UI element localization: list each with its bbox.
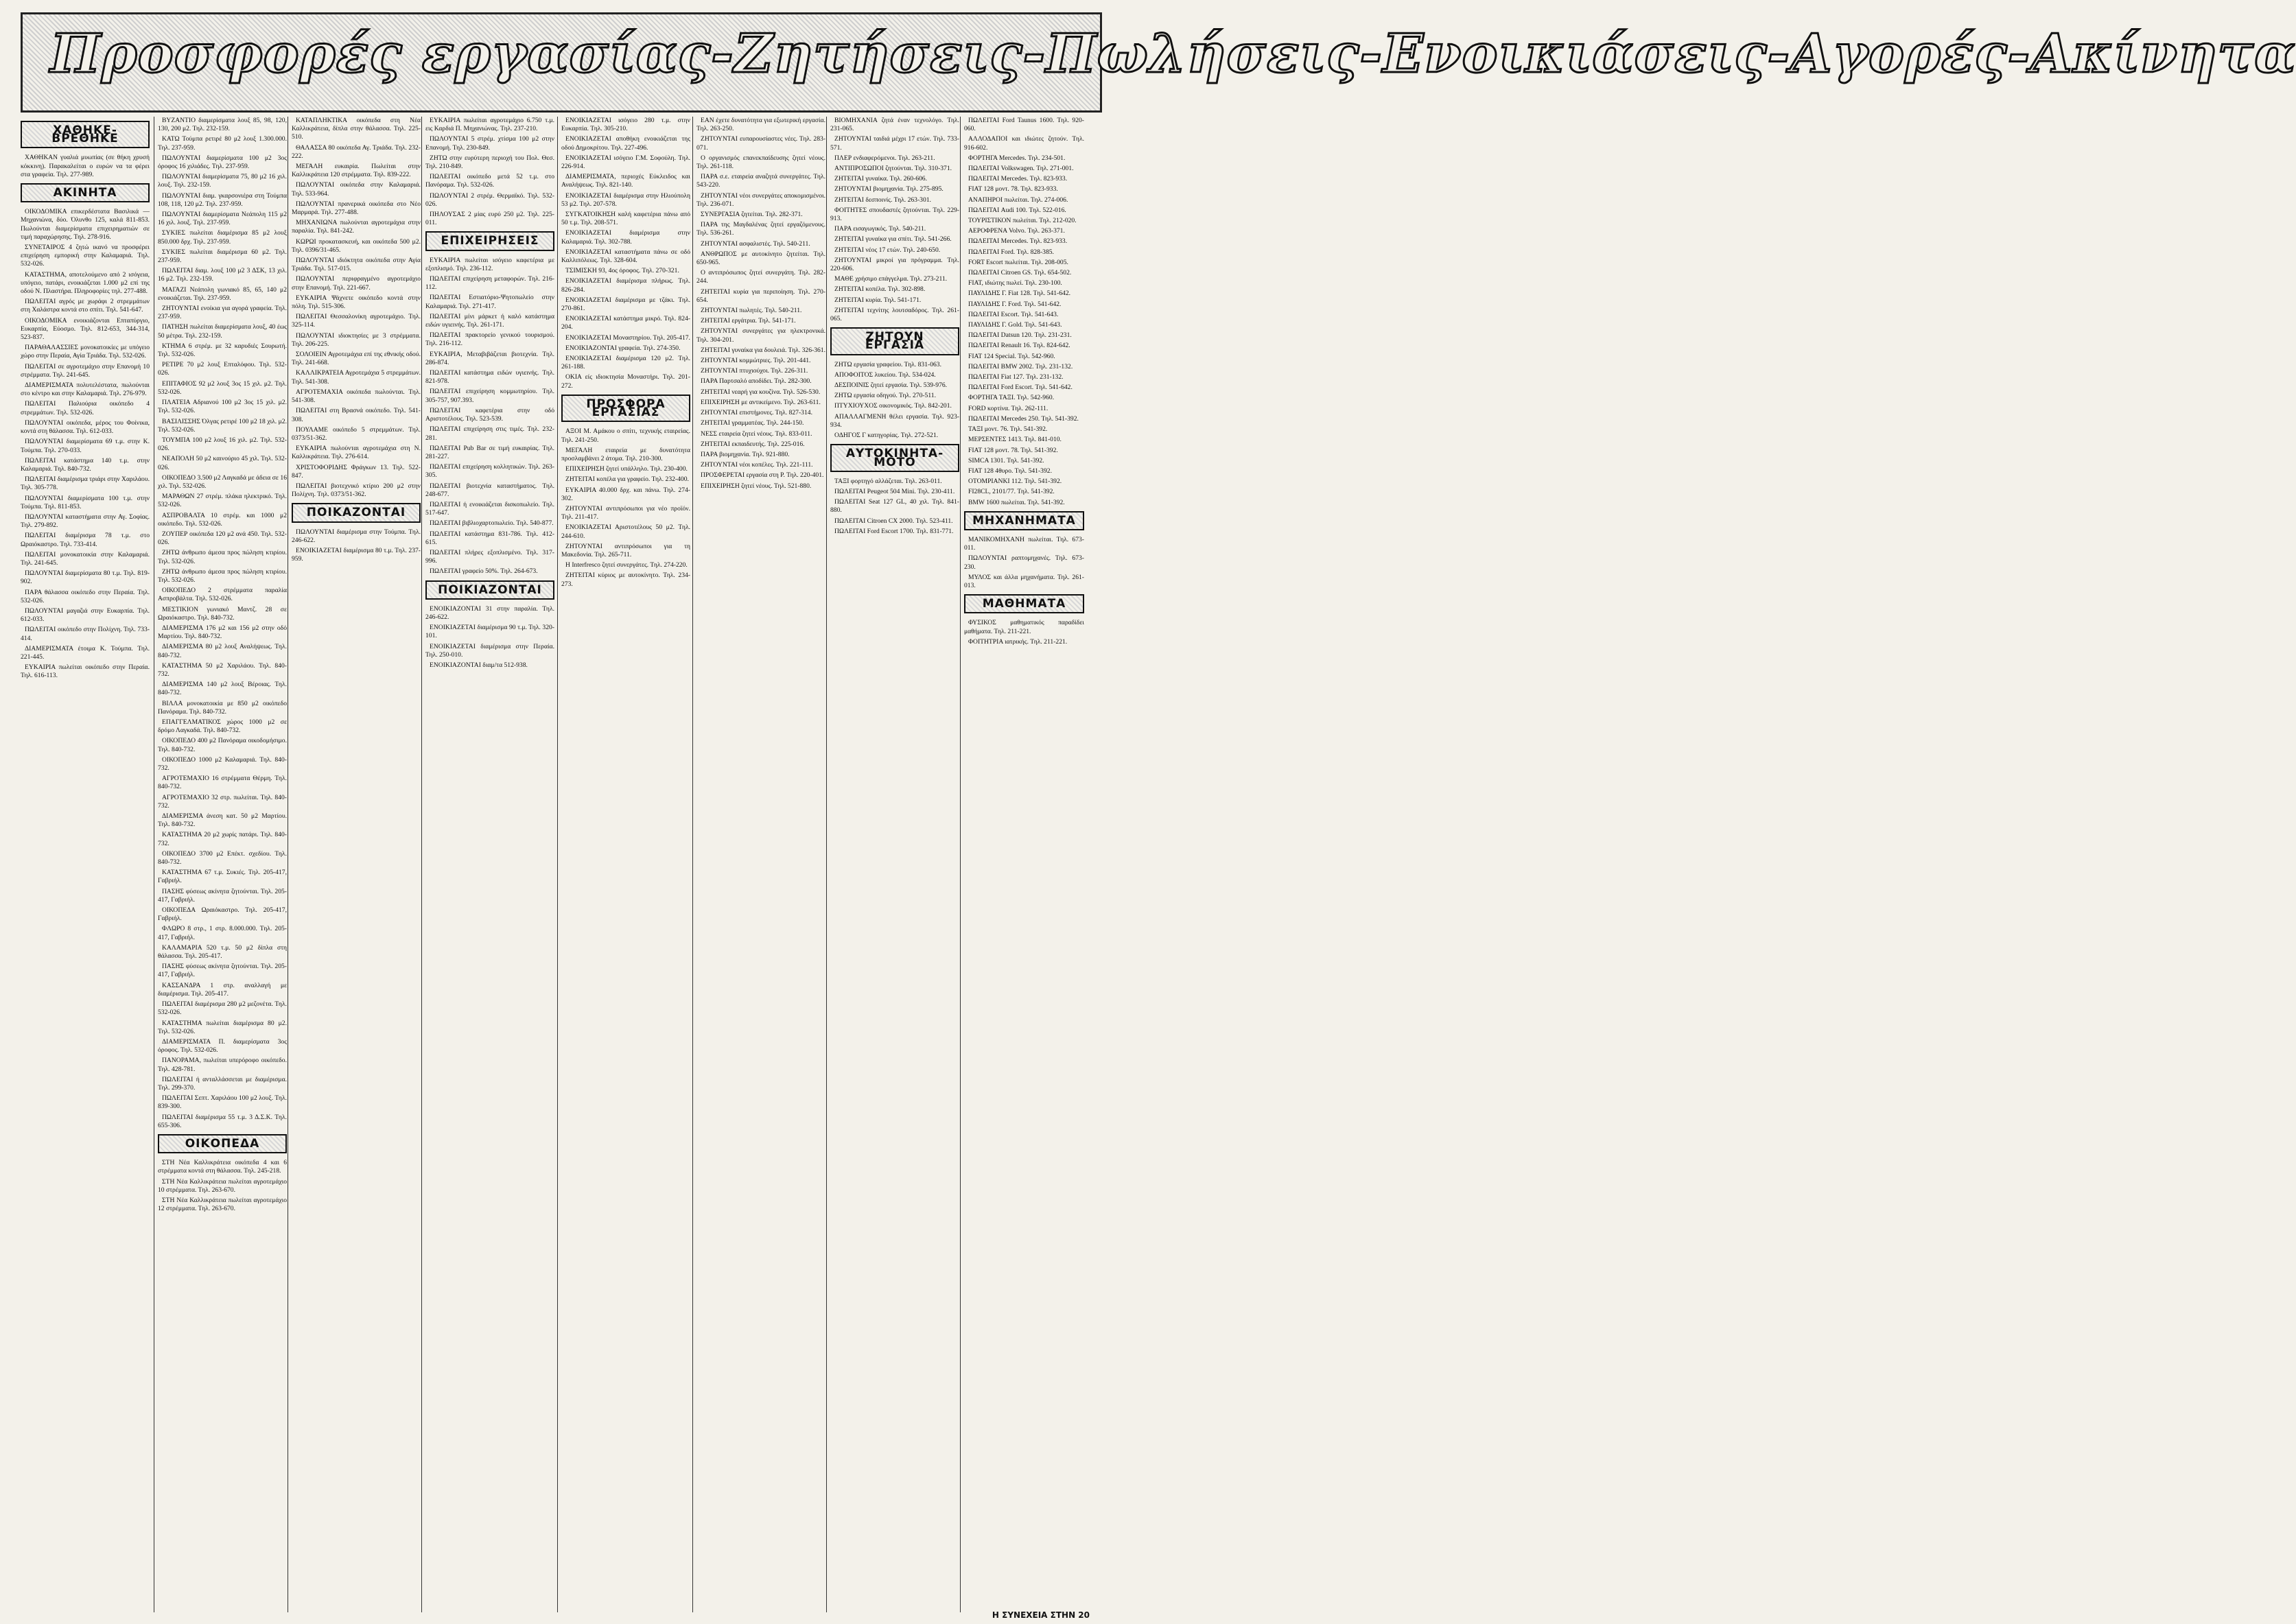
classified-ad: ΠΩΛΟΥΝΤΑΙ διαμ. γκαρσονιέρα στη Τούμπα 108, 118, 120 μ2. Τηλ. 237-959. (158, 191, 287, 208)
classified-ad: ΜΑΓΑΖΙ Νεάπολη γωνιακό 85, 65, 140 μ2 ενοικιάζεται. Τηλ. 237-959. (158, 285, 287, 302)
classified-ad: ΖΗΤΟΥΝΤΑΙ αντιπρόσωποι για τη Μακεδονία. Τηλ. 265-711. (561, 542, 690, 558)
classified-ad: ΖΗΤΟΥΝΤΑΙ νέοι κοπέλες. Τηλ. 221-111. (701, 461, 813, 469)
classified-ad: ΣΥΝΕΤΑΙΡΟΣ 4 ζητώ ικανό να προσφέρει επιχείρηση εμπορική στην Καλαμαριά. Τηλ. 532-026. (21, 244, 150, 268)
classified-ad: ΠΩΛΕΙΤΑΙ οικόπεδο μετά 52 τ.μ. στο Πανόραμα. Τηλ. 532-026. (425, 173, 554, 189)
classified-ad: ΕΝΟΙΚΙΑΖΕΤΑΙ διαμέρισμα στην Ηλιούπολη 53 μ2. Τηλ. 207-578. (561, 191, 690, 208)
classified-ad: ΕΠΑΓΓΕΛΜΑΤΙΚΟΣ χώρος 1000 μ2 σε δρόμο Λαγκαδά. Τηλ. 840-732. (158, 718, 287, 735)
classified-ad: ΔΙΑΜΕΡΙΣΜΑ 140 μ2 λουξ Βέροιας. Τηλ. 840-732. (158, 681, 287, 697)
classified-ad: ΕΝΟΙΚΙΑΖΕΤΑΙ καταστήματα πάνω σε οδό Καλλιπόλεως. Τηλ. 328-604. (561, 248, 690, 265)
classified-ad: ΚΤΗΜΑ 6 στρέμ. με 32 καρυδιές Σουρωτή. Τηλ. 532-026. (158, 342, 287, 359)
classified-ad: ΕΝΟΙΚΙΑΖΟΝΤΑΙ διαμ/τα 512-938. (430, 661, 528, 669)
classified-ad: Ο οργανισμός επανεκπαίδευσης ζητεί νέους. Τηλ. 261-118. (696, 154, 825, 171)
classified-ad: ΤΣΙΜΙΣΚΗ 93, 4ος όροφος. Τηλ. 270-321. (565, 267, 679, 275)
classified-ad: ΜΑΡΑΘΩΝ 27 στρέμ. πλάκα ηλεκτρικό. Τηλ. 532-026. (158, 493, 287, 509)
classified-ad: ΕΝΟΙΚΙΑΖΕΤΑΙ διαμέρισμα 120 μ2. Τηλ. 261-188. (561, 355, 690, 371)
classified-ad: ΠΩΛΟΥΝΤΑΙ οικόπεδα στην Καλαμαριά. Τηλ. 533-964. (292, 181, 421, 198)
classified-ad: ΠΩΛΕΙΤΑΙ βιοτεχνικό κτίριο 200 μ2 στην Πολίχνη. Τηλ. 0373/51-362. (292, 482, 421, 499)
section-heading: ΠΡΟΣΦΟΡΑ ΕΡΓΑΣΙΑΣ (561, 395, 690, 422)
classified-ad: ΟΚΙΑ είς ιδιοκτησία Μοναστήρι. Τηλ. 201-272. (561, 373, 690, 390)
classified-ad: ΟΙΚΟΠΕΔΟ 1000 μ2 Καλαμαριά. Τηλ. 840-732. (158, 755, 287, 773)
column-divider (557, 117, 558, 1612)
classified-ad: ΠΩΛΕΙΤΑΙ διαμέρισμα τριάρι στην Χαριλάου. Τηλ. 305-778. (21, 475, 150, 492)
classified-ad: Ο αντιπρόσωπος ζητεί συνεργάτη. Τηλ. 282-244. (696, 269, 825, 285)
classified-ad: ΕΝΟΙΚΙΑΖΕΤΑΙ διαμέρισμα 90 τ.μ. Τηλ. 320-101. (425, 624, 554, 640)
column-5 (561, 117, 690, 1612)
classified-ad: ΠΩΛΕΙΤΑΙ μίνι μάρκετ ή καλό κατάστημα ειδών υγιεινής. Τηλ. 261-171. (425, 312, 554, 329)
classified-ad: ΠΩΛΕΙΤΑΙ Datsun 120. Τηλ. 231-231. (968, 331, 1072, 340)
classified-ad: ΠΩΛΟΥΝΤΑΙ διαμερίσματα 100 τ.μ. στην Τούμπα. Τηλ. 811-853. (21, 494, 150, 510)
classified-ad: ΠΩΛΟΥΝΤΑΙ διαμερίσματα 69 τ.μ. στην Κ. Τούμπα. Τηλ. 270-033. (21, 438, 150, 454)
classified-ad: ΕΝΟΙΚΙΑΖΕΤΑΙ κατάστημα μικρό. Τηλ. 824-204. (561, 315, 690, 331)
classified-ad: ΚΑΤΑΠΛΗΚΤΙΚΑ οικόπεδα στη Νέα Καλλικράτεια, δίπλα στην θάλασσα. Τηλ. 225-510. (292, 117, 421, 141)
classified-ad: ΖΗΤΟΥΝΤΑΙ ενοίκια για αγορά γραφεία. Τηλ. 237-959. (158, 305, 287, 321)
classified-ad: ΤΑΞΙ φορτηγό αλλάζεται. Τηλ. 263-011. (834, 477, 942, 485)
classified-ad: ΠΩΛΕΙΤΑΙ Παλιούρια οικόπεδο 4 στρεμμάτων. Τηλ. 532-026. (21, 400, 150, 416)
classified-ad: ΠΩΛΕΙΤΑΙ διαμέρισμα 55 τ.μ. 3 Δ.Σ.Κ. Τηλ. 655-306. (158, 1113, 287, 1129)
classified-ad: ΠΛΕΡ ενδιαφερόμενοι. Τηλ. 263-211. (834, 154, 935, 162)
classified-ad: ΠΩΛΟΥΝΤΑΙ διαμερίσματα 80 τ.μ. Τηλ. 819-902. (21, 569, 150, 586)
classified-ad: ΠΩΛΕΙΤΑΙ επιχείρηση κομμωτηρίου. Τηλ. 305-757, 907.393. (425, 388, 554, 404)
page-title: Προσφορές εργασίας-Ζητήσεις-Πωλήσεις-Ενοικιάσεις-Αγορές-Ακίνητα (50, 23, 2296, 85)
continuation-note: Η ΣΥΝΕΧΕΙΑ ΣΤΗΝ 20 (992, 1610, 1090, 1620)
classified-ad: ΚΑΤΑΣΤΗΜΑ πωλείται διαμέρισμα 80 μ2. Τηλ. 532-026. (158, 1019, 287, 1035)
classified-ad: ΜΕΡΣΕΝΤΕΣ 1413. Τηλ. 841-010. (968, 436, 1062, 444)
classified-ad: ΖΗΤΕΙΤΑΙ εκπαιδευτής. Τηλ. 225-016. (701, 440, 805, 448)
classified-ad: ΕΑΝ έχετε δυνατότητα για εξωτερική εργασία. Τηλ. 263-250. (696, 117, 825, 133)
classified-ad: ΜΑΘΕ χρήσιμο επάγγελμα. Τηλ. 273-211. (834, 275, 948, 283)
column-2 (158, 117, 287, 1612)
classified-ad: ΖΗΤΕΙΤΑΙ γυναίκα για δουλειά. Τηλ. 326-361. (701, 346, 825, 354)
column-divider (960, 117, 961, 1612)
classified-ad: ΠΩΛΕΙΤΑΙ Escort. Τηλ. 541-643. (968, 310, 1059, 318)
classified-ad: ΔΙΑΜΕΡΙΣΜΑΤΑ Π. διαμερίσματα 3ος όροφος. Τηλ. 532-026. (158, 1037, 287, 1055)
classified-ad: ΠΩΛΕΙΤΑΙ Citroen GS. Τηλ. 654-502. (968, 269, 1072, 277)
classified-ad: ΑΝΑΠΗΡΟΙ πωλείται. Τηλ. 274-006. (968, 196, 1068, 204)
classified-ad: ΦΟΙΤΗΤΡΙΑ ιατρικής. Τηλ. 211-221. (968, 637, 1068, 646)
classified-ad: ΠΛΑΤΕΙΑ Αδριανού 100 μ2 3ος 15 χιλ. μ2. Τηλ. 532-026. (158, 399, 287, 415)
column-3 (292, 117, 421, 1612)
classified-ad: ΚΑΛΑΜΑΡΙΑ 520 τ.μ. 50 μ2 δίπλα στη θάλασσα. Τηλ. 205-417. (158, 943, 287, 961)
classified-ad: ΠΩΛΟΥΝΤΑΙ ραπτομηχανές. Τηλ. 673-230. (964, 554, 1084, 571)
classified-ad: FORD κορτίνα. Τηλ. 262-111. (968, 404, 1049, 412)
classified-ad: ΖΗΤΟΥΝΤΑΙ ασφαλιστές. Τηλ. 540-211. (701, 239, 810, 248)
classified-ad: ΟΙΚΟΠΕΔΑ Ωραιόκαστρο. Τηλ. 205-417, Γαβριήλ. (158, 906, 287, 923)
classified-ad: ΠΩΛΕΙΤΑΙ Σεπτ. Χαριλάου 100 μ2 λουξ. Τηλ. 839-300. (158, 1094, 287, 1111)
classified-ad: ΠΩΛΕΙΤΑΙ Fiat 127. Τηλ. 231-132. (968, 373, 1064, 381)
classified-ad: ΖΗΤΟΥΝΤΑΙ επιστήμονες. Τηλ. 827-314. (701, 409, 812, 417)
classified-ad: ΖΗΤΩ άνθρωπο άμεσα προς πώληση κτιρίου. Τηλ. 532-026. (158, 567, 287, 584)
classified-ad: ΠΩΛΟΥΝΤΑΙ διαμέρισμα στην Τούμπα. Τηλ. 246-622. (292, 528, 421, 544)
section-heading: ΖΗΤΟΥΝ ΕΡΓΑΣΙΑ (830, 327, 959, 355)
classified-ad: ΣΤΗ Νέα Καλλικράτεια πωλείται αγροτεμάχιο 12 στρέμματα. Τηλ. 263-670. (158, 1196, 287, 1213)
classified-ad: ΠΩΛΕΙΤΑΙ οικόπεδο στην Πολίχνη. Τηλ. 733-414. (21, 626, 150, 642)
classified-ad: ΠΑΣΗΣ φύσεως ακίνητα ζητούνται. Τηλ. 205-417, Γαβριήλ. (158, 963, 287, 979)
classified-ad: ΕΠΙΧΕΙΡΗΣΗ με αντικείμενο. Τηλ. 263-611. (701, 398, 821, 406)
classified-ad: ΤΑΞΙ μοντ. 76. Τηλ. 541-392. (968, 425, 1048, 434)
classified-ad: FIAT 128 μοντ. 78. Τηλ. 823-933. (968, 185, 1058, 193)
classified-ad: ΑΓΡΟΤΕΜΑΧΙΟ 32 στρ. πωλείται. Τηλ. 840-732. (158, 793, 287, 810)
classified-ad: ΖΗΤΕΙΤΑΙ κυρία για περιποίηση. Τηλ. 270-654. (696, 287, 825, 304)
classified-ad: ΚΑΤΑΣΤΗΜΑ 50 μ2 Χαριλάου. Τηλ. 840-732. (158, 661, 287, 678)
classified-ad: ΖΗΤΟΥΝΤΑΙ νέοι συνεργάτες αποκομισμένοι. Τηλ. 236-071. (696, 191, 825, 208)
classified-ad: ΜΕΓΑΛΗ εταιρεία με δυνατότητα προσλαμβάνει 2 άτομα. Τηλ. 210-300. (561, 446, 690, 462)
classified-ad: ΠΩΛΕΙΤΑΙ Mercedes. Τηλ. 823-933. (968, 175, 1068, 183)
classified-ad: ΠΩΛΕΙΤΑΙ επιχείρηση κολλητικών. Τηλ. 263-305. (425, 463, 554, 480)
classified-ad: ΖΗΤΕΙΤΑΙ γυναίκα για σπίτι. Τηλ. 541-266. (834, 235, 952, 244)
classified-ad: ΠΩΛΕΙΤΑΙ κατάστημα ειδών υγιεινής. Τηλ. 821-978. (425, 369, 554, 386)
classified-ad: ΕΥΚΑΙΡΙΑ πωλείται ισόγειο καφετέρια με εξοπλισμό. Τηλ. 236-112. (425, 256, 554, 272)
classified-ad: ΖΗΤΕΙΤΑΙ νέος 17 ετών. Τηλ. 240-650. (834, 246, 941, 254)
classified-ad: ΠΩΛΕΙΤΑΙ BMW 2002. Τηλ. 231-132. (968, 362, 1073, 370)
classified-ad: ΤΟΥΜΠΑ 100 μ2 λουξ 16 χιλ. μ2. Τηλ. 532-026. (158, 436, 287, 453)
classified-ad: ΕΥΚΑΙΡΙΑ πωλούνται αγροτεμάχια στη Ν. Καλλικράτεια. Τηλ. 276-614. (292, 445, 421, 461)
classified-ad: ΒΥΖΑΝΤΙΟ διαμερίσματα λουξ 85, 98, 120, 130, 200 μ2. Τηλ. 232-159. (158, 117, 287, 133)
classified-ad: ΖΗΤΩ εργασία οδηγού. Τηλ. 270-511. (834, 392, 936, 400)
classified-ad: ΑΣΠΡΟΒΑΛΤΑ 10 στρέμ. και 1000 μ2 οικόπεδο. Τηλ. 532-026. (158, 511, 287, 528)
classified-ad: ΠΩΛΕΙΤΑΙ ή ενοικιάζεται δισκοπωλείο. Τηλ. 517-647. (425, 500, 554, 517)
classified-ad: ΖΗΤΕΙΤΑΙ νεαρή για κουζίνα. Τηλ. 526-530. (701, 388, 821, 396)
classified-ad: ΠΩΛΟΥΝΤΑΙ διαμερίσματα 75, 80 μ2 16 χιλ. λουξ. Τηλ. 232-159. (158, 173, 287, 189)
classified-ad: ΖΗΤΕΙΤΑΙ εργάτρια. Τηλ. 541-171. (701, 317, 796, 325)
classified-ad: ΦΟΡΤΗΓΑ ΤΑΞΙ. Τηλ. 542-960. (968, 394, 1055, 402)
classified-ad: ΠΩΛΕΙΤΑΙ Ford Escort. Τηλ. 541-642. (968, 384, 1073, 392)
page-banner (21, 12, 2296, 113)
classified-ad: ΝΕΣΣ εταιρεία ζητεί νέους. Τηλ. 833-011. (701, 429, 812, 438)
classified-ad: ΟΙΚΟΠΕΔΟ 2 στρέμματα παραλία Ασπροβάλτα. Τηλ. 532-026. (158, 587, 287, 603)
classified-ad: ΝΕΑΠΟΛΗ 50 μ2 καινούριο 45 χιλ. Τηλ. 532-026. (158, 455, 287, 471)
classified-ad: ΣΤΗ Νέα Καλλικράτεια πωλείται αγροτεμάχιο 10 στρέμματα. Τηλ. 263-670. (158, 1177, 287, 1194)
classified-ad: ΔΙΑΜΕΡΙΣΜΑ 176 μ2 και 156 μ2 στην οδό Μαρτίου. Τηλ. 840-732. (158, 624, 287, 641)
classified-ad: ΕΝΟΙΚΙΑΖΕΤΑΙ ισόγειο Γ.Μ. Σοφούλη. Τηλ. 226-914. (561, 154, 690, 171)
classified-ad: ΣΥΓΚΑΤΟΙΚΗΣΗ καλή καφετέρια πάνω από 50 τ.μ. Τηλ. 208-571. (561, 211, 690, 227)
classified-ad: ΠΡΟΣΦΕΡΕΤΑΙ εργασία στη Ρ. Τηλ. 220-401. (701, 471, 824, 480)
classified-ad: ΖΗΤΕΙΤΑΙ κυρία. Τηλ. 541-171. (834, 296, 922, 304)
classified-ad: ΠΩΛΕΙΤΑΙ καφετέρια στην οδό Αριστοτέλους. Τηλ. 523-539. (425, 406, 554, 423)
classified-ad: ΠΟΥΛΑΜΕ οικόπεδο 5 στρεμμάτων. Τηλ. 0373/51-362. (292, 425, 421, 442)
column-1 (21, 117, 150, 1612)
classified-ad: ΕΝΟΙΚΙΑΖΕΤΑΙ διαμέρισμα πλήρως. Τηλ. 826-284. (561, 277, 690, 294)
column-7 (830, 117, 959, 1612)
classified-ad: ΠΩΛΕΙΤΑΙ Peugeot 504 Mini. Τηλ. 230-411. (834, 487, 955, 495)
classified-ad: ΠΑΡΑ εισαγωγικός. Τηλ. 540-211. (834, 225, 926, 233)
classified-ad: ΔΙΑΜΕΡΙΣΜΑ άνεση κατ. 50 μ2 Μαρτίου. Τηλ. 840-732. (158, 812, 287, 829)
classified-ad: ΕΝΟΙΚΙΑΖΟΝΤΑΙ γραφεία. Τηλ. 274-350. (565, 344, 681, 352)
classified-ad: ΕΝΟΙΚΙΑΖΟΝΤΑΙ 31 στην παραλία. Τηλ. 246-622. (425, 604, 554, 621)
classified-ad: ΑΠΑΛΛΑΓΜΕΝΗ θέλει εργασία. Τηλ. 923-934. (830, 412, 959, 429)
classified-ad: ΚΑΛΛΙΚΡΑΤΕΙΑ Αγροτεμάχια 5 στρεμμάτων. Τηλ. 541-308. (292, 369, 421, 386)
section-heading: ΑΚΙΝΗΤΑ (21, 183, 150, 202)
classified-ad: ΖΗΤΟΥΝΤΑΙ πωλητές. Τηλ. 540-211. (701, 307, 802, 315)
classified-ad: ΕΥΚΑΙΡΙΑ πωλείται αγροτεμάχιο 6.750 τ.μ. εις Καρδιά Π. Μηχανιώνας. Τηλ. 237-210. (425, 117, 554, 133)
classified-ad: ΟΔΗΓΟΣ Γ κατηγορίας. Τηλ. 272-521. (834, 432, 939, 440)
classified-ad: ΠΩΛΟΥΝΤΑΙ πρανερικά οικόπεδα στο Νέο Μαρμαρά. Τηλ. 277-488. (292, 200, 421, 217)
classified-ad: ΠΑΡΑ βιομηχανία. Τηλ. 921-880. (701, 450, 790, 458)
classifieds-columns (21, 117, 1091, 1612)
classified-ad: ΠΩΛΕΙΤΑΙ στη Βρασνά οικόπεδο. Τηλ. 541-308. (292, 407, 421, 423)
classified-ad: ΑΓΡΟΤΕΜΑΧΙΑ οικόπεδα πωλούνται. Τηλ. 541-308. (292, 388, 421, 405)
classified-ad: ΕΝΟΙΚΙΑΖΕΤΑΙ Αριστοτέλους 50 μ2. Τηλ. 244-610. (561, 523, 690, 540)
classified-ad: ΟΙΚΟΠΕΔΟ 3.500 μ2 Λαγκαδά με άδεια σε 16 χιλ. Τηλ. 532-026. (158, 473, 287, 490)
classified-ad: FI28CL, 2101/77. Τηλ. 541-392. (968, 488, 1055, 496)
classified-ad: ΠΩΛΟΥΝΤΑΙ 5 στρέμ. χτίσμα 100 μ2 στην Επανομή. Τηλ. 230-849. (425, 135, 554, 152)
column-divider (826, 117, 827, 1612)
classified-ad: ΠΑΡΑ Παρτσαλό αποδίδει. Τηλ. 282-300. (701, 377, 812, 386)
section-heading: ΕΠΙΧΕΙΡΗΣΕΙΣ (425, 231, 554, 250)
classified-ad: ΠΩΛΕΙΤΑΙ ή ανταλλάσσεται με διαμέρισμα. Τηλ. 299-370. (158, 1075, 287, 1092)
section-heading: ΧΑΘΗΚΕ-ΒΡΕΘΗΚΕ (21, 121, 150, 148)
classified-ad: ΖΗΤΕΙΤΑΙ κύριος με αυτοκίνητο. Τηλ. 234-273. (561, 572, 690, 588)
classified-ad: ΠΩΛΕΙΤΑΙ επιχείρηση στις τιμές. Τηλ. 232-281. (425, 425, 554, 442)
classified-ad: ΚΑΤΑΣΤΗΜΑ 67 τ.μ. Συκιές. Τηλ. 205-417, Γαβριήλ. (158, 869, 287, 885)
classified-ad: ΖΗΤΕΙΤΑΙ δεσποινίς. Τηλ. 263-301. (834, 196, 931, 204)
classified-ad: ΣΟΛΟΙΕΙΝ Αγροτεμάχια επί της εθνικής οδού. Τηλ. 241-668. (292, 351, 421, 367)
classified-ad: ΘΑΛΑΣΣΑ 80 οικόπεδα Αγ. Τριάδα. Τηλ. 232-222. (292, 143, 421, 160)
classified-ad: ΔΕΣΠΟΙΝΙΣ ζητεί εργασία. Τηλ. 539-976. (834, 381, 948, 390)
classified-ad: ΖΗΤΟΥΝΤΑΙ βιομηχανία. Τηλ. 275-895. (834, 185, 944, 193)
classified-ad: FORT Escort πωλείται. Τηλ. 208-005. (968, 258, 1068, 266)
section-heading: ΑΥΤΟΚΙΝΗΤΑ-ΜΟΤΟ (830, 444, 959, 471)
classified-ad: ΒΙΛΛΑ μονοκατοικία με 850 μ2 οικόπεδο Πανόραμα. Τηλ. 840-732. (158, 699, 287, 716)
classified-ad: ΠΤΥΧΙΟΥΧΟΣ οικονομικός. Τηλ. 842-201. (834, 402, 952, 410)
classified-ad: ΠΩΛΕΙΤΑΙ Θεσσαλονίκη αγροτεμάχιο. Τηλ. 325-114. (292, 313, 421, 329)
classified-ad: ΣΥΝΕΡΓΑΣΙΑ ζητείται. Τηλ. 282-371. (701, 211, 803, 219)
classified-ad: ΠΩΛΕΙΤΑΙ κατάστημα 831-786. Τηλ. 412-615. (425, 530, 554, 546)
classified-ad: ΧΡΙΣΤΟΦΟΡΙΔΗΣ Φράγκων 13. Τηλ. 522-847. (292, 463, 421, 480)
classified-ad: ΚΩΡΩΙ προκατασκευή, και οικόπεδα 500 μ2. Τηλ. 0396/31-465. (292, 237, 421, 254)
classified-ad: ΖΗΤΟΥΝΤΑΙ αντιπρόσωποι για νέο προϊόν. Τηλ. 211-417. (561, 504, 690, 521)
classified-ad: ΠΩΛΕΙΤΑΙ Ford Taunus 1600. Τηλ. 920-060. (964, 117, 1084, 133)
classified-ad: ΠΩΛΕΙΤΑΙ γραφείο 50%. Τηλ. 264-673. (430, 567, 538, 576)
classified-ad: ΔΙΑΜΕΡΙΣΜΑ 80 μ2 λουξ Αναλήψεως. Τηλ. 840-732. (158, 643, 287, 659)
classified-ad: ΕΠΙΧΕΙΡΗΣΗ ζητεί νέους. Τηλ. 521-880. (701, 482, 812, 490)
classified-ad: FIAT 128 μοντ. 78. Τηλ. 541-392. (968, 446, 1058, 454)
classified-ad: ΠΩΛΕΙΤΑΙ διαμέρισμα 78 τ.μ. στο Ωραιόκαστρο. Τηλ. 733-414. (21, 532, 150, 548)
classified-ad: ΟΙΚΟΠΕΔΟ 400 μ2 Πανόραμα οικοδομήσιμο. Τηλ. 840-732. (158, 737, 287, 753)
classified-ad: ΠΩΛΕΙΤΑΙ διαμ. λουξ 100 μ2 3 ΔΣΚ, 13 χιλ. 16 μ2. Τηλ. 232-159. (158, 267, 287, 283)
classified-ad: ΜΥΛΟΣ και άλλα μηχανήματα. Τηλ. 261-013. (964, 573, 1084, 589)
classified-ad: ΜΗΧΑΝΙΩΝΑ πωλούνται αγροτεμάχια στην παραλία. Τηλ. 841-242. (292, 219, 421, 235)
classified-ad: ΟΙΚΟΔΟΜΙΚΑ ενοικιάζονται Επταπύργιο, Ευκαρπία, Εύοσμο. Τηλ. 812-653, 344-314, 523-837. (21, 316, 150, 342)
classified-ad: ΠΑΤΗΣΗ πωλείται διαμερίσματα λουξ, 40 έως 50 μέτρα. Τηλ. 232-159. (158, 323, 287, 340)
classified-ad: ΕΥΚΑΙΡΙΑ 40.000 δρχ. και πάνω. Τηλ. 274-302. (561, 486, 690, 502)
classified-ad: ΖΗΤΟΥΝΤΑΙ ταιδιά μέχρι 17 ετών. Τηλ. 733-571. (830, 135, 959, 152)
classified-ad: ΠΩΛΕΙΤΑΙ Mercedes. Τηλ. 823-933. (968, 237, 1068, 246)
classified-ad: OTOMPIANKI 112. Τηλ. 541-392. (968, 478, 1062, 486)
classified-ad: ΠΩΛΟΥΝΤΑΙ οικόπεδα, μέρος του Φοίνικα, κοντά στη θάλασσα. Τηλ. 612-033. (21, 419, 150, 436)
classified-ad: ΟΙΚΟΠΕΔΟ 3700 μ2 Επέκτ. σχεδίου. Τηλ. 840-732. (158, 849, 287, 867)
column-8 (964, 117, 1084, 1612)
classified-ad: ΠΩΛΕΙΤΑΙ Pub Bar σε τιμή ευκαιρίας. Τηλ. 281-227. (425, 444, 554, 460)
classified-ad: ΠΑΡΑ σ.ε. εταιρεία αναζητά συνεργάτες. Τηλ. 543-220. (696, 173, 825, 189)
classified-ad: ΣΥΚΙΕΣ πωλείται διαμέρισμα 85 μ2 λουξ 850.000 δρχ. Τηλ. 237-959. (158, 229, 287, 246)
classified-ad: ΠΩΛΕΙΤΑΙ Εστιατόριο-Ψητοπωλείο στην Καλαμαριά. Τηλ. 271-417. (425, 294, 554, 310)
classified-ad: ΠΩΛΕΙΤΑΙ πλήρες εξοπλισμένο. Τηλ. 317-996. (425, 548, 554, 565)
classified-ad: BMW 1600 πωλείται. Τηλ. 541-392. (968, 498, 1065, 506)
section-heading: ΟΙΚΟΠΕΔΑ (158, 1134, 287, 1153)
classified-ad: ΠΩΛΕΙΤΑΙ κατάστημα 140 τ.μ. στην Καλαμαριά. Τηλ. 840-732. (21, 456, 150, 473)
classified-ad: ΑΛΛΟΔΑΠΟΙ και ιδιώτες ζητούν. Τηλ. 916-602. (964, 135, 1084, 152)
classified-ad: ΖΗΤΩ άνθρωπο άμεσα προς πώληση κτιρίου. Τηλ. 532-026. (158, 549, 287, 565)
classified-ad: ΠΑΥΛΙΔΗΣ Γ. Fiat 128. Τηλ. 541-642. (968, 290, 1071, 298)
classified-ad: ΕΠΙΤΑΦΙΟΣ 92 μ2 λουξ 3ος 15 χιλ. μ2. Τηλ. 532-026. (158, 379, 287, 396)
classified-ad: ΖΗΤΕΙΤΑΙ κοπέλα για γραφείο. Τηλ. 232-400. (565, 475, 689, 484)
classified-ad: ΑΝΤΙΠΡΟΣΩΠΟΙ ζητούνται. Τηλ. 310-371. (834, 165, 952, 173)
classified-ad: FIAT 128 4θυρο. Τηλ. 541-392. (968, 467, 1052, 475)
classified-ad: ΠΩΛΕΙΤΑΙ Ford. Τηλ. 828-385. (968, 248, 1054, 256)
classified-ad: ΕΝΟΙΚΙΑΖΕΤΑΙ διαμέρισμα στην Καλαμαριά. Τηλ. 302-788. (561, 229, 690, 246)
classified-ad: ΣΤΗ Νέα Καλλικράτεια οικόπεδα 4 και 6 στρέμματα κοντά στη θάλασσα. Τηλ. 245-218. (158, 1159, 287, 1175)
classified-ad: ΜΕΣΤΙΚΙΟΝ γωνιακό Μαντζ. 28 σε Ωραιόκαστρο. Τηλ. 840-732. (158, 605, 287, 622)
classified-ad: SIMCA 1301. Τηλ. 541-392. (968, 456, 1044, 464)
classified-ad: ΠΗΛΟΥΣΑΣ 2 μίας ευρύ 250 μ2. Τηλ. 225-011. (425, 211, 554, 227)
column-divider (692, 117, 693, 1612)
classified-ad: ΕΥΚΑΙΡΙΑ Ψάχνετε οικόπεδο κοντά στην πόλη. Τηλ. 515-306. (292, 294, 421, 311)
classified-ad: ΖΗΤΕΙΤΑΙ κοπέλα. Τηλ. 302-898. (834, 285, 926, 294)
classified-ad: ΖΗΤΩ εργασία γραφείου. Τηλ. 831-063. (834, 360, 941, 368)
classified-ad: ΣΥΚΙΕΣ πωλείται διαμέρισμα 60 μ2. Τηλ. 237-959. (158, 248, 287, 265)
classified-ad: ΠΩΛΕΙΤΑΙ Seat 127 GL, 40 χιλ. Τηλ. 841-880. (830, 498, 959, 515)
classified-ad: ΠΩΛΕΙΤΑΙ βιοτεχνία καταστήματος. Τηλ. 248-677. (425, 482, 554, 498)
classified-ad: ΕΠΙΧΕΙΡΗΣΗ ζητεί υπάλληλο. Τηλ. 230-400. (565, 465, 688, 473)
classified-ad: ΚΑΤΩ Τούμπα ρετιρέ 80 μ2 λουξ 1.300.000. Τηλ. 237-959. (158, 135, 287, 152)
classified-ad: ΠΑΡΑ της Μαγδαλένας ζητεί εργαζόμενους. Τηλ. 536-261. (696, 221, 825, 237)
classified-ad: ΑΠΟΦΟΙΤΟΣ λυκείου. Τηλ. 534-024. (834, 370, 936, 379)
classified-ad: ΠΩΛΟΥΝΤΑΙ περιφραγμένο αγροτεμάχιο στην Επανομή. Τηλ. 221-667. (292, 275, 421, 292)
classified-ad: ΜΕΓΑΛΗ ευκαιρία. Πωλείται στην Καλλικράτεια 120 στρέμματα. Τηλ. 839-222. (292, 163, 421, 179)
classified-ad: ΤΟΥΡΙΣΤΙΚΟΝ πωλείται. Τηλ. 212-020. (968, 217, 1077, 225)
classified-ad: ΠΩΛΕΙΤΑΙ βιβλιοχαρτοπωλείο. Τηλ. 540-877. (430, 519, 554, 528)
classified-ad: ΚΑΤΑΣΤΗΜΑ, αποτελούμενο από 2 ισόγεια, υπόγειο, πατάρι, ενοικιάζεται 1.000 μ2 επί της οδού Ν. Πλαστήρα. Πληροφορίες τηλ. 277-488. (21, 270, 150, 296)
section-heading: ΠΟΙΚΑΖΟΝΤΑΙ (292, 503, 421, 522)
classified-ad: ΧΑΘΗΚΑΝ γυαλιά μυωπίας (σε θήκη χρυσή κόκκινη). Παρακαλείται ο ευρών να τα φέρει στα γραφεία. Τηλ. 277-989. (21, 154, 150, 178)
classified-ad: ΠΩΛΕΙΤΑΙ Audi 100. Τηλ. 522-016. (968, 206, 1066, 214)
classified-ad: ΡΕΤΙΡΕ 70 μ2 λουξ Επταλόφου. Τηλ. 532-026. (158, 361, 287, 377)
classified-ad: ΠΩΛΟΥΝΤΑΙ διαμερίσματα Νεάπολη 115 μ2 16 χιλ. λουξ. Τηλ. 237-959. (158, 211, 287, 227)
classified-ad: ΔΙΑΜΕΡΙΣΜΑΤΑ έτοιμα Κ. Τούμπα. Τηλ. 221-445. (21, 644, 150, 661)
classified-ad: ΔΙΑΜΕΡΙΣΜΑΤΑ, περιοχές Εύκλειδος και Αναλήψεως. Τηλ. 821-140. (561, 173, 690, 189)
classified-ad: ΠΩΛΟΥΝΤΑΙ μαγαζιά στην Ευκαρπία. Τηλ. 612-033. (21, 607, 150, 624)
classified-ad: ΕΝΟΙΚΙΑΖΕΤΑΙ διαμέρισμα με τζάκι. Τηλ. 270-861. (561, 296, 690, 313)
classified-ad: ΑΓΡΟΤΕΜΑΧΙΟ 16 στρέμματα Θέρμη. Τηλ. 840-732. (158, 775, 287, 791)
classified-ad: ΖΗΤΩ στην ευρύτερη περιοχή του Πολ. Θεσ. Τηλ. 210-849. (425, 154, 554, 171)
classified-ad: ΠΑΥΛΙΔΗΣ Γ. Ford. Τηλ. 541-642. (968, 300, 1062, 308)
classified-ad: ΖΗΤΟΥΝΤΑΙ ευπαρουσίαστες νέες. Τηλ. 283-071. (696, 135, 825, 152)
classified-ad: ΖΗΤΕΙΤΑΙ τεχνίτης λουτσαδόρος. Τηλ. 261-065. (830, 306, 959, 323)
section-heading: ΠΟΙΚΙΑΖΟΝΤΑΙ (425, 580, 554, 600)
classified-ad: ΠΩΛΟΥΝΤΑΙ ιδιόκτητα οικόπεδα στην Αγία Τριάδα. Τηλ. 517-015. (292, 257, 421, 273)
classified-ad: ΦΟΡΤΗΓΑ Mercedes. Τηλ. 234-501. (968, 154, 1066, 162)
classified-ad: ΠΩΛΕΙΤΑΙ μονοκατοικία στην Καλαμαριά. Τηλ. 241-645. (21, 550, 150, 567)
classified-ad: ΖΗΤΕΙΤΑΙ γυναίκα. Τηλ. 260-606. (834, 175, 927, 183)
classified-ad: ΠΩΛΟΥΝΤΑΙ καταστήματα στην Αγ. Σοφίας. Τηλ. 279-892. (21, 513, 150, 530)
classified-ad: ΠΩΛΟΥΝΤΑΙ 2 στρέμ. Θερμαϊκό. Τηλ. 532-026. (425, 191, 554, 208)
column-divider (421, 117, 422, 1612)
classified-ad: ΠΩΛΕΙΤΑΙ επιχείρηση μεταφορών. Τηλ. 216-112. (425, 275, 554, 292)
classified-ad: ΚΑΣΣΑΝΔΡΑ 1 στρ. αναλλαγή με διαμέρισμα. Τηλ. 205-417. (158, 981, 287, 998)
classified-ad: ΒΑΣΙΛΙΣΣΗΣ Όλγας ρετιρέ 100 μ2 18 χιλ. μ2. Τηλ. 532-026. (158, 417, 287, 434)
column-4 (425, 117, 554, 1612)
classified-ad: ΕΥΚΑΙΡΙΑ, Μεταβιβάζεται βιοτεχνία. Τηλ. 286-874. (425, 350, 554, 366)
classified-ad: ΠΩΛΕΙΤΑΙ αγρός με χωράφι 2 στρεμμάτων στη Χαλάστρα κοντά στο σπίτι. Τηλ. 541-647. (21, 298, 150, 314)
classified-ad: ΠΩΛΕΙΤΑΙ σε αγροτεμάχιο στην Επανομή 10 στρέμματα. Τηλ. 241-645. (21, 362, 150, 379)
classified-ad: ΠΑΡΑ θάλασσα οικόπεδο στην Περαία. Τηλ. 532-026. (21, 588, 150, 604)
classified-ad: FIAT, ιδιώτης πωλεί. Τηλ. 230-100. (968, 279, 1062, 287)
classified-ad: ΚΑΤΑΣΤΗΜΑ 20 μ2 χωρίς πατάρι. Τηλ. 840-732. (158, 831, 287, 847)
classified-ad: ΒΙΟΜΗΧΑΝΙΑ ζητά έναν τεχνολόγο. Τηλ. 231-065. (830, 117, 959, 133)
classified-ad: ΕΝΟΙΚΙΑΖΕΤΑΙ αποθήκη ενοικιάζεται της οδού Δημοκρίτου. Τηλ. 227-496. (561, 135, 690, 152)
column-6 (696, 117, 825, 1612)
section-heading: ΜΑΘΗΜΑΤΑ (964, 594, 1084, 613)
classified-ad: ΠΩΛΕΙΤΑΙ Volkswagen. Τηλ. 271-001. (968, 165, 1074, 173)
classified-ad: ΔΙΑΜΕΡΙΣΜΑΤΑ πολυτελέστατα, πωλούνται στο κέντρο και στην Καλαμαριά. Τηλ. 276-979. (21, 381, 150, 398)
classified-ad: ΠΩΛΕΙΤΑΙ Mercedes 250. Τηλ. 541-392. (968, 414, 1079, 423)
classified-ad: ΦΥΣΙΚΟΣ μαθηματικός παραδίδει μαθήματα. Τηλ. 211-221. (964, 619, 1084, 635)
classified-ad: ΕΝΟΙΚΙΑΖΕΤΑΙ διαμέρισμα 80 τ.μ. Τηλ. 237-959. (292, 546, 421, 563)
classified-ad: ΖΟΥΠΕΡ οικόπεδα 120 μ2 ανά 450. Τηλ. 532-026. (158, 530, 287, 547)
classified-ad: ΖΗΤΕΙΤΑΙ γραμματέας. Τηλ. 244-150. (701, 419, 804, 427)
classified-ad: ΑΕΡΟΦΡΕΝΑ Volvo. Τηλ. 263-371. (968, 227, 1065, 235)
classified-ad: ΖΗΤΟΥΝΤΑΙ κομμώτριες. Τηλ. 201-441. (701, 357, 811, 365)
classified-ad: FIAT 124 Special. Τηλ. 542-960. (968, 352, 1055, 360)
classified-ad: Η Interfresco ζητεί συνεργάτες. Τηλ. 274-220. (565, 561, 688, 569)
classified-ad: ΦΛΩΡΟ 8 στρ., 1 στρ. 8.000.000. Τηλ. 205-417, Γαβριήλ. (158, 925, 287, 941)
classified-ad: ΠΑΥΛΙΔΗΣ Γ. Gold. Τηλ. 541-643. (968, 321, 1062, 329)
classified-ad: ΠΑΣΗΣ φύσεως ακίνητα ζητούνται. Τηλ. 205-417, Γαβριήλ. (158, 887, 287, 904)
classified-ad: ΠΩΛΟΥΝΤΑΙ ιδιοκτησίες με 3 στρέμματα. Τηλ. 206-225. (292, 331, 421, 348)
classified-ad: ΦΟΙΤΗΤΕΣ σπουδαστές ζητούνται. Τηλ. 229-913. (830, 206, 959, 223)
classified-ad: ΠΩΛΕΙΤΑΙ πρακτορείο γενικού τουρισμού. Τηλ. 216-112. (425, 331, 554, 348)
classified-ad: ΖΗΤΟΥΝΤΑΙ μικροί για πρόγραμμα. Τηλ. 220-606. (830, 256, 959, 273)
classified-ad: ΕΥΚΑΙΡΙΑ πωλείται οικόπεδο στην Περαία. Τηλ. 616-113. (21, 663, 150, 680)
classified-ad: ΠΩΛΟΥΝΤΑΙ διαμερίσματα 100 μ2 3ος όροφος 16 χιλιάδες. Τηλ. 237-959. (158, 154, 287, 171)
classified-ad: ΠΩΛΕΙΤΑΙ Citroen CX 2000. Τηλ. 523-411. (834, 517, 953, 525)
classified-ad: ΖΗΤΟΥΝΤΑΙ πτυχιούχοι. Τηλ. 226-311. (701, 367, 808, 375)
classified-ad: ΠΑΝΟΡΑΜΑ, πωλείται υπερόροφο οικόπεδο. Τηλ. 428-781. (158, 1057, 287, 1073)
classified-ad: ΕΝΟΙΚΙΑΖΕΤΑΙ ισόγειο 280 τ.μ. στην Ευκαρπία. Τηλ. 305-210. (561, 117, 690, 133)
classified-ad: ΠΩΛΕΙΤΑΙ Renault 16. Τηλ. 824-642. (968, 342, 1070, 350)
classified-ad: ΑΞΟΙ Μ. Αμάκου ο σπίτι, τεχνικής εταιρείας. Τηλ. 241-250. (561, 427, 690, 444)
section-heading: ΜΗΧΑΝΗΜΑΤΑ (964, 511, 1084, 530)
classified-ad: ΖΗΤΟΥΝΤΑΙ συνεργάτες για ηλεκτρονικά. Τηλ. 304-201. (696, 327, 825, 344)
classified-ad: ΟΙΚΟΔΟΜΙΚΑ επικερδέστατα Βασιλικά — Μηχανιώνα, δύο. Όλυνθο 125, καλά 811-853. Πωλούνται διαμερίσματα επιχειρηματιών σε τιμή παραχώρησης. Τηλ. 278-916. (21, 208, 150, 241)
classified-ad: ΠΑΡΑΘΑΛΑΣΣΙΕΣ μονοκατοικίες με υπόγειο χώρο στην Περαία, Αγία Τριάδα. Τηλ. 532-026. (21, 344, 150, 360)
classified-ad: ΑΝΘΡΩΠΟΣ με αυτοκίνητο ζητείται. Τηλ. 650-965. (696, 250, 825, 267)
classified-ad: ΠΩΛΕΙΤΑΙ διαμέρισμα 280 μ2 μεζονέτα. Τηλ. 532-026. (158, 1000, 287, 1017)
classified-ad: ΕΝΟΙΚΙΑΖΕΤΑΙ Μοναστηρίου. Τηλ. 205-417. (565, 333, 690, 342)
classified-ad: ΕΝΟΙΚΙΑΖΕΤΑΙ διαμέρισμα στην Περαία. Τηλ. 250-010. (425, 642, 554, 659)
classified-ad: ΜΑΝΙΚΟΜΗΧΑΝΗ πωλείται. Τηλ. 673-011. (964, 535, 1084, 552)
classified-ad: ΠΩΛΕΙΤΑΙ Ford Escort 1700. Τηλ. 831-771. (834, 527, 954, 535)
